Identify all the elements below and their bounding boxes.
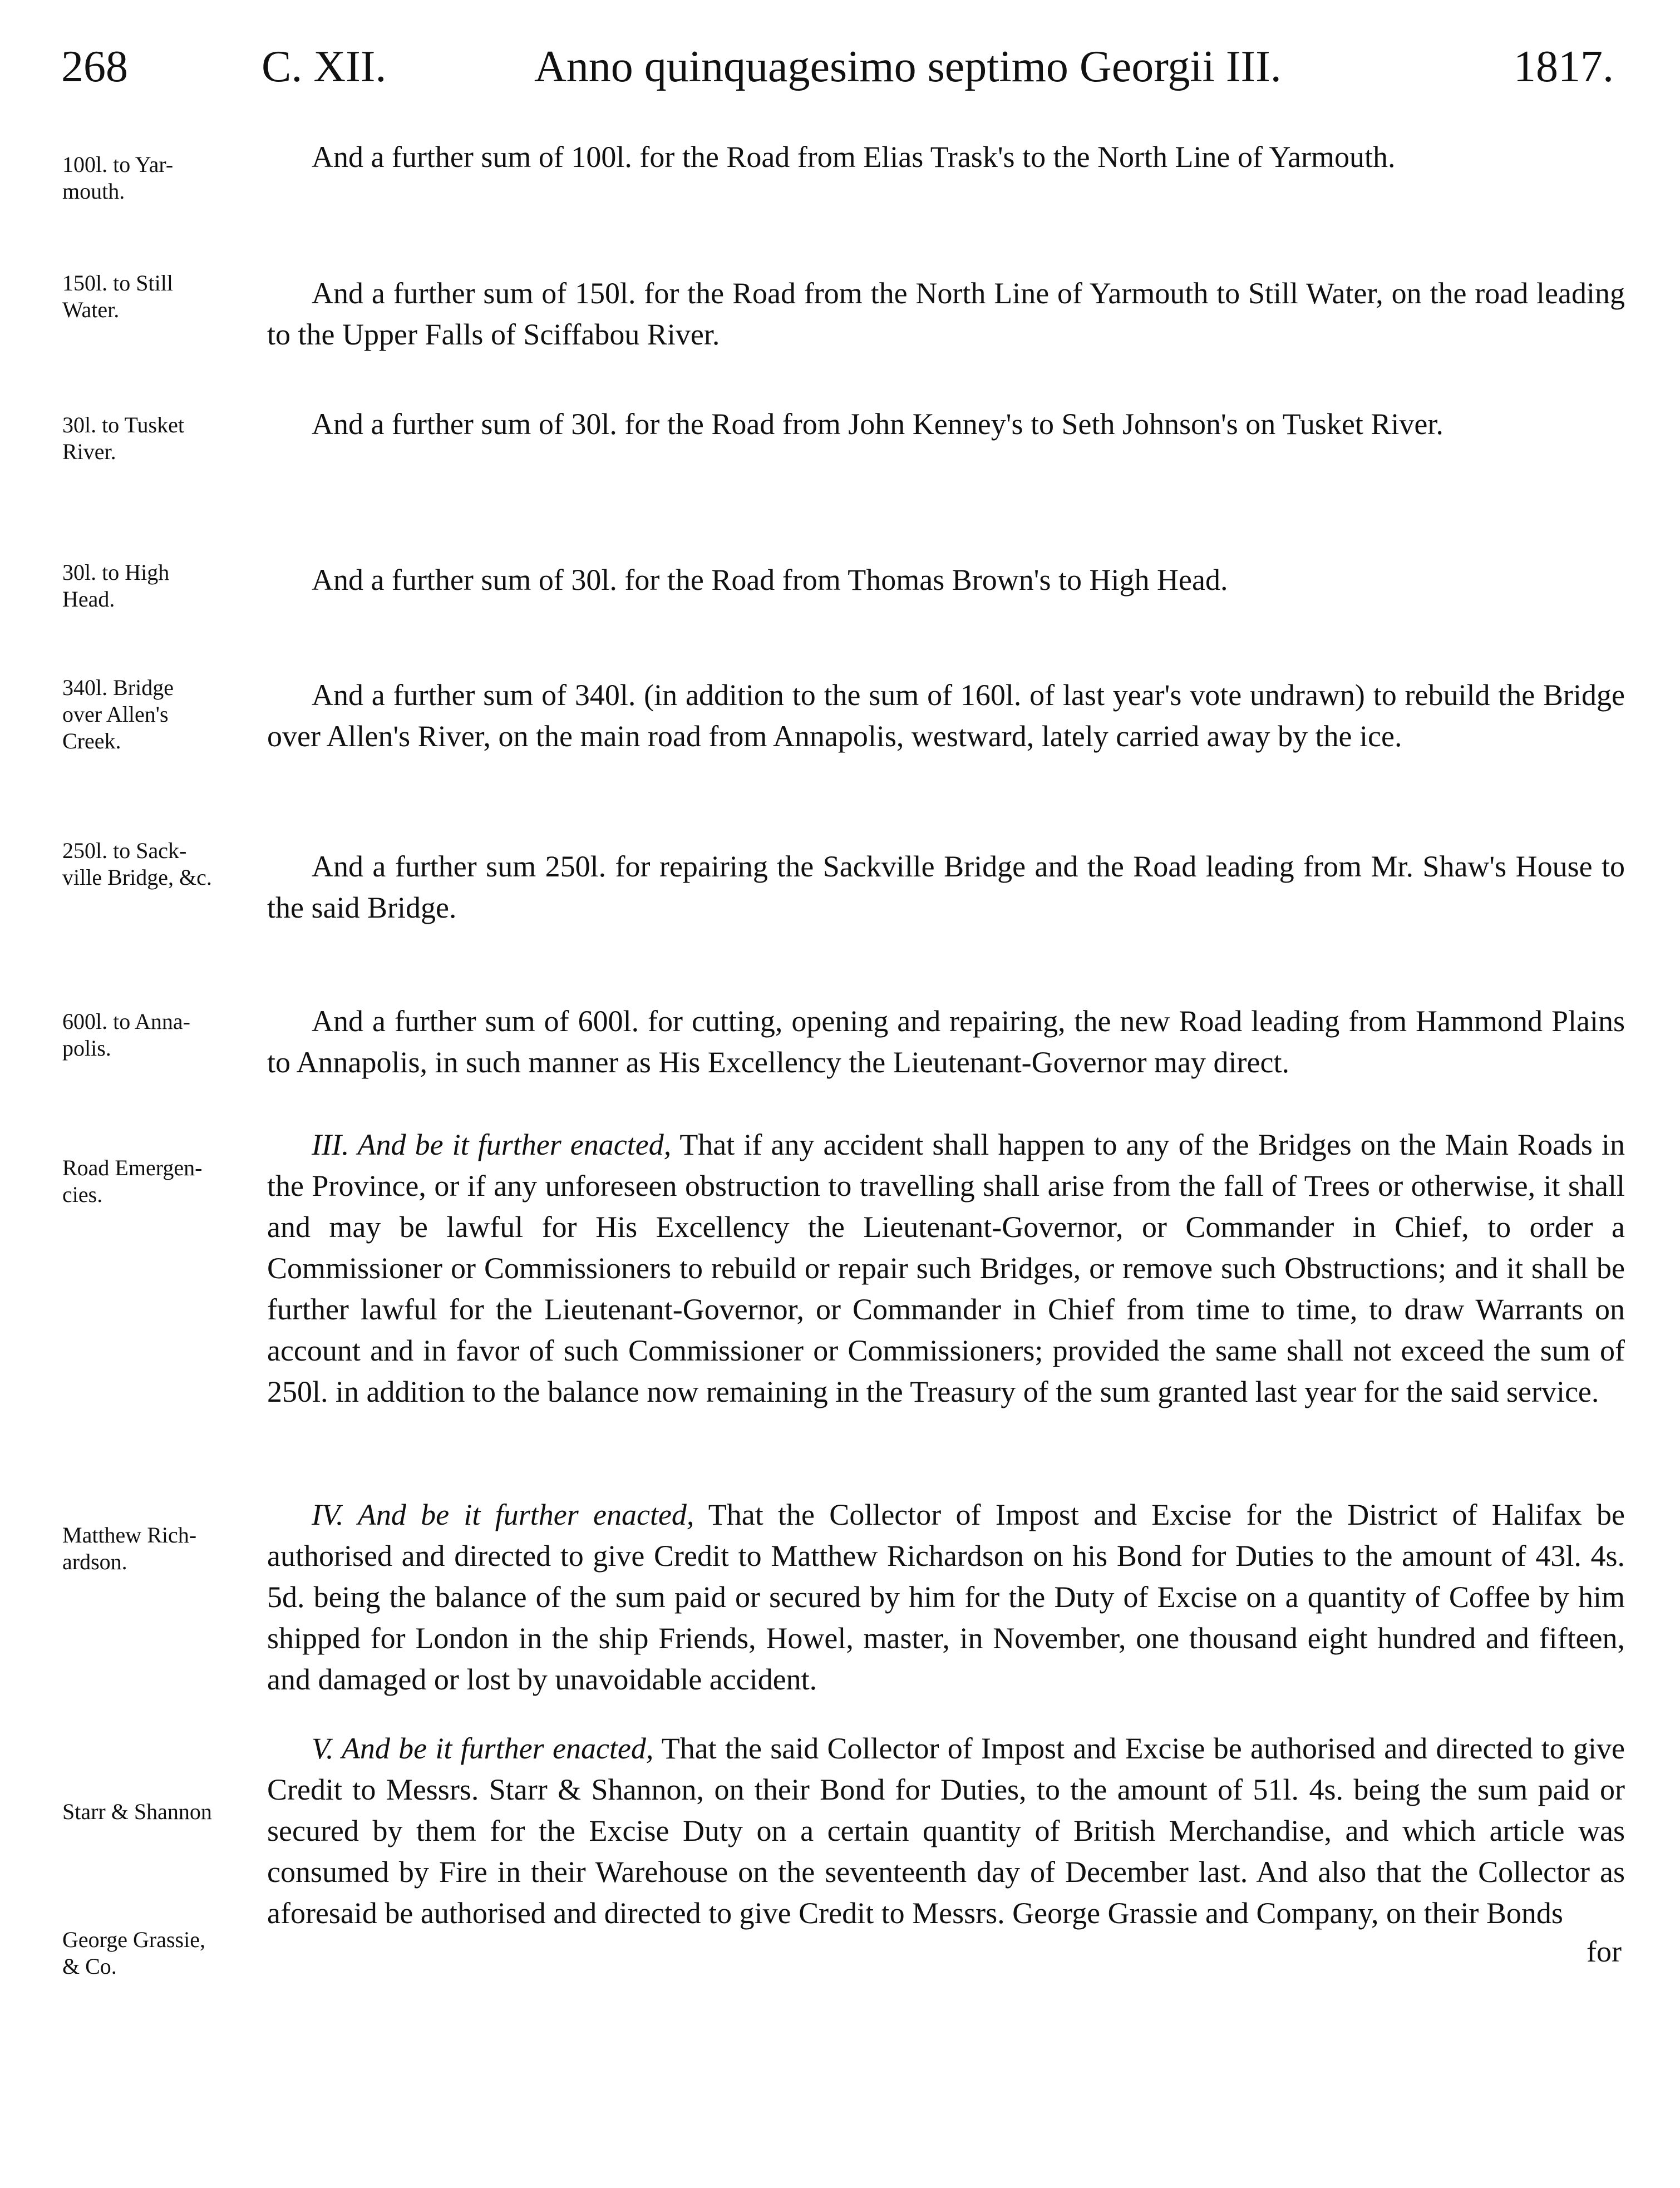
catchword: for — [1587, 1935, 1622, 1968]
section-iv — [267, 1494, 1625, 1700]
paragraph-still-water — [267, 273, 1625, 355]
paragraph-text: And a further sum of 340l. (in addition to the sum of 160l. of last year's vote undrawn) to rebuild the Bridge over Allen's River, on the main road from Annapolis, westward, lately carried away by the ice. — [267, 678, 1625, 753]
paragraph-text: And a further sum of 150l. for the Road from the North Line of Yarmouth to Still Water, on the road leading to the Upper Falls of Sciffabou River. — [267, 277, 1625, 351]
year: 1817. — [1514, 42, 1614, 91]
paragraph-text: And a further sum of 30l. for the Road from Thomas Brown's to High Head. — [312, 563, 1228, 597]
margin-note-road-emergencies: Road Emergen- cies. — [62, 1155, 203, 1207]
margin-note-high-head: 30l. to High Head. — [62, 560, 170, 612]
margin-note-starr-shannon: Starr & Shannon — [62, 1799, 212, 1824]
margin-note-yarmouth: 100l. to Yar- mouth. — [62, 152, 174, 204]
paragraph-text: And a further sum 250l. for repairing the Sackville Bridge and the Road leading from Mr. Shaw's House to the said Bridge. — [267, 850, 1625, 924]
section-text: That if any accident shall happen to any of the Bridges on the Main Roads in the Province, or if any unforeseen obstruction to travelling shall arise from the fall of Trees or otherwise, it shall and may be lawful for His Excellency the Lieutenant-Governor, or Commander in Chief, to order a Commissioner or Commissioners to rebuild or repair such Bridges, or remove such Obstructions; and it shall be further lawful for the Lieutenant-Governor, or Commander in Chief from time to time, to draw Warrants on account and in favor of such Commissioner or Commissioners; provided the same shall not exceed the sum of 250l. in addition to the balance now remaining in the Treasury of the sum granted last year for the said service. — [267, 1128, 1625, 1408]
section-v — [267, 1728, 1625, 1934]
margin-note-sackville: 250l. to Sack- ville Bridge, &c. — [62, 838, 212, 890]
page-number: 268 — [61, 42, 128, 91]
paragraph-text: And a further sum of 30l. for the Road from John Kenney's to Seth Johnson's on Tusket River. — [312, 407, 1443, 441]
paragraph-sackville — [267, 846, 1625, 928]
margin-note-still-water: 150l. to Still Water. — [62, 270, 173, 322]
margin-note-annapolis: 600l. to Anna- polis. — [62, 1009, 190, 1061]
margin-note-matthew-richardson: Matthew Rich- ardson. — [62, 1522, 197, 1574]
running-title: Anno quinquagesimo septimo Georgii III. — [534, 42, 1282, 91]
paragraph-yarmouth — [267, 136, 1625, 178]
chapter-number: C. XII. — [262, 42, 387, 91]
margin-note-george-grassie: George Grassie, & Co. — [62, 1927, 205, 1979]
paragraph-allens-bridge — [267, 674, 1625, 757]
margin-note-tusket-river: 30l. to Tusket River. — [62, 412, 184, 464]
section-iii — [267, 1124, 1625, 1412]
section-heading: IV. And be it further enacted, — [312, 1498, 694, 1531]
paragraph-text: And a further sum of 600l. for cutting, opening and repairing, the new Road leading from Hammond Plains to Annapolis, in such manner as His Excellency the Lieutenant-Governor may direct. — [267, 1004, 1625, 1079]
paragraph-tusket-river — [267, 403, 1625, 445]
margin-note-allens-creek: 340l. Bridge over Allen's Creek. — [62, 675, 174, 753]
section-heading: III. And be it further enacted, — [312, 1128, 672, 1161]
paragraph-high-head — [267, 559, 1625, 600]
paragraph-text: And a further sum of 100l. for the Road from Elias Trask's to the North Line of Yarmouth. — [312, 140, 1396, 174]
paragraph-annapolis — [267, 1001, 1625, 1083]
section-text: That the Collector of Impost and Excise for the District of Halifax be authorised and directed to give Credit to Matthew Richardson on his Bond for Duties to the amount of 43l. 4s. 5d. being the balance of the sum paid or secured by him for the Duty of Excise on a quantity of Coffee by him shipped for London in the ship Friends, Howel, master, in November, one thousand eight hundred and fifteen, and damaged or lost by unavoidable accident. — [267, 1498, 1625, 1696]
section-text: That the said Collector of Impost and Excise be authorised and directed to give Credit to Messrs. Starr & Shannon, on their Bond for Duties, to the amount of 51l. 4s. being the sum paid or secured by them for the Excise Duty on a certain quantity of British Merchandise, and which article was consumed by Fire in their Warehouse on the seventeenth day of December last. And also that the Collector as aforesaid be authorised and directed to give Credit to Messrs. George Grassie and Company, on their Bonds — [267, 1732, 1625, 1930]
section-heading: V. And be it further enacted, — [312, 1732, 654, 1765]
